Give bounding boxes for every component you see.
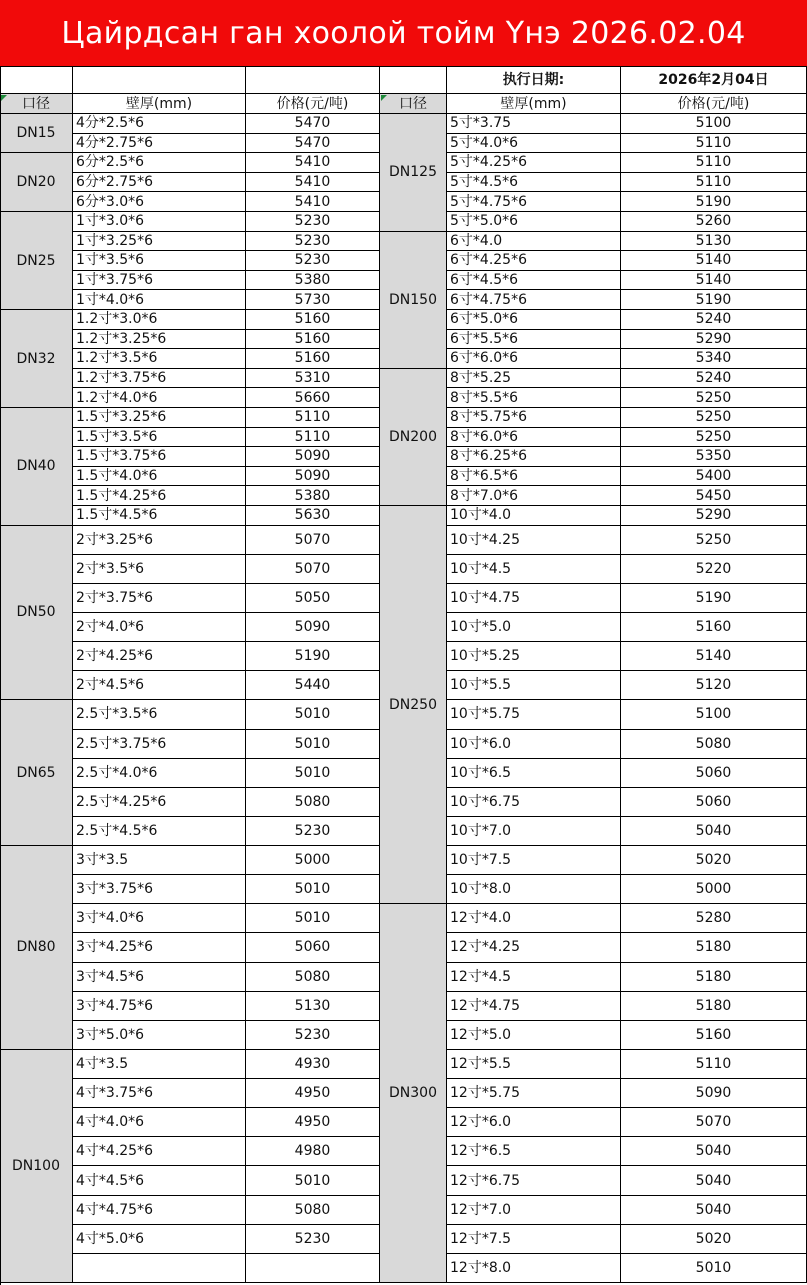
price-cell: 5160 — [246, 310, 380, 330]
price-cell: 5060 — [621, 759, 807, 788]
size-cell: 8寸*6.0*6 — [447, 428, 621, 448]
size-cell: 1.2寸*3.25*6 — [73, 330, 246, 350]
price-cell: 5250 — [621, 388, 807, 408]
size-cell: 1寸*3.5*6 — [73, 251, 246, 271]
price-cell: 5090 — [621, 1079, 807, 1108]
price-cell: 5110 — [621, 173, 807, 193]
price-cell: 5080 — [246, 788, 380, 817]
price-cell: 5110 — [621, 134, 807, 154]
size-cell: 2.5寸*3.75*6 — [73, 730, 246, 759]
size-cell: 6寸*4.25*6 — [447, 251, 621, 271]
size-cell: 8寸*6.25*6 — [447, 447, 621, 467]
size-cell: 10寸*4.25 — [447, 526, 621, 555]
price-cell: 5290 — [621, 330, 807, 350]
price-cell: 5130 — [621, 232, 807, 252]
price-cell: 5180 — [621, 992, 807, 1021]
price-cell: 5110 — [246, 408, 380, 428]
price-cell: 5220 — [621, 555, 807, 584]
price-cell: 5110 — [246, 428, 380, 448]
dn-label: DN20 — [0, 153, 73, 212]
size-cell: 10寸*4.75 — [447, 584, 621, 613]
blank-cell — [0, 66, 73, 94]
price-cell: 5040 — [621, 1166, 807, 1195]
dn-label: DN32 — [0, 310, 73, 408]
size-cell: 12寸*5.0 — [447, 1021, 621, 1050]
size-cell: 1.2寸*3.0*6 — [73, 310, 246, 330]
size-cell: 6分*3.0*6 — [73, 192, 246, 212]
size-cell: 10寸*5.25 — [447, 642, 621, 671]
price-cell: 5660 — [246, 388, 380, 408]
size-cell: 1寸*3.0*6 — [73, 212, 246, 232]
size-cell: 10寸*5.0 — [447, 613, 621, 642]
size-cell: 4寸*4.5*6 — [73, 1166, 246, 1195]
price-cell: 5410 — [246, 173, 380, 193]
size-cell: 4寸*4.25*6 — [73, 1137, 246, 1166]
price-cell: 4930 — [246, 1050, 380, 1079]
price-cell: 5160 — [246, 349, 380, 369]
size-cell: 3寸*5.0*6 — [73, 1021, 246, 1050]
price-cell: 5290 — [621, 506, 807, 526]
size-cell: 1.5寸*4.5*6 — [73, 506, 246, 526]
price-cell: 5180 — [621, 933, 807, 962]
size-cell: 3寸*3.75*6 — [73, 875, 246, 904]
price-cell: 5240 — [621, 369, 807, 389]
size-cell: 12寸*7.0 — [447, 1196, 621, 1225]
size-cell: 10寸*6.75 — [447, 788, 621, 817]
price-cell: 5340 — [621, 349, 807, 369]
price-cell: 5070 — [621, 1108, 807, 1137]
price-cell: 5080 — [246, 963, 380, 992]
size-cell: 2寸*4.25*6 — [73, 642, 246, 671]
price-cell: 5160 — [621, 1021, 807, 1050]
size-cell: 12寸*4.75 — [447, 992, 621, 1021]
size-cell: 6分*2.5*6 — [73, 153, 246, 173]
size-cell: 3寸*4.25*6 — [73, 933, 246, 962]
size-cell: 10寸*4.0 — [447, 506, 621, 526]
size-cell: 2.5寸*4.25*6 — [73, 788, 246, 817]
size-cell: 12寸*6.75 — [447, 1166, 621, 1195]
price-cell: 5250 — [621, 526, 807, 555]
execution-date-label: 执行日期: — [447, 66, 621, 94]
price-cell: 5230 — [246, 1225, 380, 1254]
size-cell: 12寸*6.5 — [447, 1137, 621, 1166]
size-cell: 8寸*5.5*6 — [447, 388, 621, 408]
size-cell: 12寸*4.5 — [447, 963, 621, 992]
price-cell: 5190 — [621, 192, 807, 212]
size-cell: 10寸*6.5 — [447, 759, 621, 788]
price-cell: 5230 — [246, 817, 380, 846]
price-cell: 5380 — [246, 486, 380, 506]
price-cell: 5060 — [621, 788, 807, 817]
price-cell: 5180 — [621, 963, 807, 992]
price-cell: 5450 — [621, 486, 807, 506]
size-cell: 6寸*4.5*6 — [447, 271, 621, 291]
size-cell: 1.2寸*4.0*6 — [73, 388, 246, 408]
size-cell: 12寸*8.0 — [447, 1254, 621, 1283]
size-cell: 12寸*5.5 — [447, 1050, 621, 1079]
price-cell: 5070 — [246, 526, 380, 555]
size-cell: 4寸*3.5 — [73, 1050, 246, 1079]
price-cell: 5020 — [621, 1225, 807, 1254]
dn-label: DN250 — [380, 506, 447, 904]
size-cell: 1.5寸*4.25*6 — [73, 486, 246, 506]
size-cell: 6寸*4.0 — [447, 232, 621, 252]
price-cell: 5190 — [621, 290, 807, 310]
price-cell: 5350 — [621, 447, 807, 467]
size-cell: 1.2寸*3.75*6 — [73, 369, 246, 389]
price-cell: 5190 — [246, 642, 380, 671]
size-cell: 4寸*3.75*6 — [73, 1079, 246, 1108]
size-cell: 4寸*4.0*6 — [73, 1108, 246, 1137]
size-cell — [73, 1254, 246, 1283]
dn-label: DN125 — [380, 114, 447, 232]
price-cell: 5040 — [621, 1137, 807, 1166]
price-cell: 5160 — [246, 330, 380, 350]
size-cell: 12寸*7.5 — [447, 1225, 621, 1254]
size-cell: 3寸*4.5*6 — [73, 963, 246, 992]
size-cell: 2.5寸*4.0*6 — [73, 759, 246, 788]
dn-label: DN300 — [380, 904, 447, 1283]
execution-date-value: 2026年2月04日 — [621, 66, 807, 94]
price-cell: 5230 — [246, 232, 380, 252]
size-cell: 4寸*4.75*6 — [73, 1196, 246, 1225]
size-cell: 4分*2.75*6 — [73, 134, 246, 154]
price-cell: 5020 — [621, 846, 807, 875]
dn-label: DN150 — [380, 232, 447, 369]
size-cell: 10寸*4.5 — [447, 555, 621, 584]
size-cell: 6寸*6.0*6 — [447, 349, 621, 369]
blank-cell — [246, 66, 380, 94]
size-cell: 8寸*5.25 — [447, 369, 621, 389]
size-cell: 8寸*5.75*6 — [447, 408, 621, 428]
price-cell: 5310 — [246, 369, 380, 389]
size-cell: 10寸*5.5 — [447, 671, 621, 700]
cell-marker-icon — [381, 95, 387, 101]
price-cell: 5230 — [246, 212, 380, 232]
size-cell: 10寸*7.5 — [447, 846, 621, 875]
price-cell: 5080 — [621, 730, 807, 759]
size-cell: 1.5寸*4.0*6 — [73, 467, 246, 487]
price-cell: 5080 — [246, 1196, 380, 1225]
price-cell: 5470 — [246, 114, 380, 134]
dn-label: DN15 — [0, 114, 73, 153]
size-cell: 3寸*4.75*6 — [73, 992, 246, 1021]
dn-label: DN40 — [0, 408, 73, 526]
cell-marker-icon — [1, 95, 7, 101]
size-cell: 2.5寸*4.5*6 — [73, 817, 246, 846]
size-cell: 3寸*4.0*6 — [73, 904, 246, 933]
size-cell: 4寸*5.0*6 — [73, 1225, 246, 1254]
header-dn: 口径 — [0, 94, 73, 114]
price-cell: 5240 — [621, 310, 807, 330]
size-cell: 2.5寸*3.5*6 — [73, 700, 246, 729]
price-cell: 4950 — [246, 1079, 380, 1108]
header-size: 壁厚(mm) — [447, 94, 621, 114]
size-cell: 5寸*4.5*6 — [447, 173, 621, 193]
size-cell: 2寸*3.75*6 — [73, 584, 246, 613]
size-cell: 12寸*5.75 — [447, 1079, 621, 1108]
price-cell: 5630 — [246, 506, 380, 526]
size-cell: 1.2寸*3.5*6 — [73, 349, 246, 369]
price-cell: 5120 — [621, 671, 807, 700]
price-cell: 5010 — [246, 759, 380, 788]
size-cell: 1.5寸*3.5*6 — [73, 428, 246, 448]
size-cell: 10寸*6.0 — [447, 730, 621, 759]
price-cell: 5260 — [621, 212, 807, 232]
dn-label: DN65 — [0, 700, 73, 846]
price-cell: 5410 — [246, 153, 380, 173]
size-cell: 1.5寸*3.25*6 — [73, 408, 246, 428]
price-cell: 5140 — [621, 271, 807, 291]
price-cell: 5040 — [621, 1196, 807, 1225]
price-cell: 5010 — [246, 875, 380, 904]
price-cell: 5130 — [246, 992, 380, 1021]
header-price: 价格(元/吨) — [621, 94, 807, 114]
price-cell: 5090 — [246, 467, 380, 487]
dn-label: DN200 — [380, 369, 447, 506]
price-cell: 5090 — [246, 447, 380, 467]
size-cell: 12寸*4.25 — [447, 933, 621, 962]
price-cell: 5040 — [621, 817, 807, 846]
price-cell: 5470 — [246, 134, 380, 154]
size-cell: 5寸*4.25*6 — [447, 153, 621, 173]
price-cell: 5140 — [621, 642, 807, 671]
size-cell: 1寸*4.0*6 — [73, 290, 246, 310]
size-cell: 5寸*4.75*6 — [447, 192, 621, 212]
price-cell: 5010 — [246, 730, 380, 759]
size-cell: 8寸*7.0*6 — [447, 486, 621, 506]
size-cell: 12寸*6.0 — [447, 1108, 621, 1137]
dn-label: DN80 — [0, 846, 73, 1050]
header-dn: 口径 — [380, 94, 447, 114]
size-cell: 5寸*4.0*6 — [447, 134, 621, 154]
price-cell: 5730 — [246, 290, 380, 310]
price-cell: 5250 — [621, 428, 807, 448]
price-cell: 5230 — [246, 1021, 380, 1050]
price-cell: 5280 — [621, 904, 807, 933]
price-cell: 4950 — [246, 1108, 380, 1137]
size-cell: 5寸*5.0*6 — [447, 212, 621, 232]
price-cell: 5000 — [246, 846, 380, 875]
size-cell: 10寸*5.75 — [447, 700, 621, 729]
price-cell: 5410 — [246, 192, 380, 212]
dn-label: DN25 — [0, 212, 73, 310]
price-cell: 5000 — [621, 875, 807, 904]
blank-cell — [73, 66, 246, 94]
price-cell — [246, 1254, 380, 1283]
price-cell: 5190 — [621, 584, 807, 613]
dn-label: DN50 — [0, 526, 73, 701]
price-cell: 5380 — [246, 271, 380, 291]
price-cell: 5100 — [621, 700, 807, 729]
price-cell: 5050 — [246, 584, 380, 613]
size-cell: 1寸*3.25*6 — [73, 232, 246, 252]
size-cell: 2寸*3.5*6 — [73, 555, 246, 584]
price-cell: 5060 — [246, 933, 380, 962]
price-cell: 5010 — [246, 1166, 380, 1195]
header-price: 价格(元/吨) — [246, 94, 380, 114]
dn-label: DN100 — [0, 1050, 73, 1283]
price-cell: 5110 — [621, 153, 807, 173]
size-cell: 6寸*5.5*6 — [447, 330, 621, 350]
price-cell: 5070 — [246, 555, 380, 584]
size-cell: 5寸*3.75 — [447, 114, 621, 134]
price-cell: 5010 — [246, 904, 380, 933]
price-cell: 5090 — [246, 613, 380, 642]
price-cell: 5250 — [621, 408, 807, 428]
size-cell: 6寸*5.0*6 — [447, 310, 621, 330]
price-cell: 5100 — [621, 114, 807, 134]
size-cell: 6寸*4.75*6 — [447, 290, 621, 310]
price-cell: 5110 — [621, 1050, 807, 1079]
size-cell: 2寸*3.25*6 — [73, 526, 246, 555]
size-cell: 10寸*7.0 — [447, 817, 621, 846]
size-cell: 8寸*6.5*6 — [447, 467, 621, 487]
size-cell: 4分*2.5*6 — [73, 114, 246, 134]
size-cell: 10寸*8.0 — [447, 875, 621, 904]
size-cell: 2寸*4.0*6 — [73, 613, 246, 642]
price-cell: 5140 — [621, 251, 807, 271]
page-title: Цайрдсан ган хоолой тойм Үнэ 2026.02.04 — [0, 0, 807, 66]
price-cell: 5400 — [621, 467, 807, 487]
price-cell: 5010 — [621, 1254, 807, 1283]
price-cell: 4980 — [246, 1137, 380, 1166]
size-cell: 3寸*3.5 — [73, 846, 246, 875]
price-cell: 5010 — [246, 700, 380, 729]
blank-cell — [380, 66, 447, 94]
price-cell: 5160 — [621, 613, 807, 642]
size-cell: 1寸*3.75*6 — [73, 271, 246, 291]
size-cell: 1.5寸*3.75*6 — [73, 447, 246, 467]
size-cell: 6分*2.75*6 — [73, 173, 246, 193]
header-size: 壁厚(mm) — [73, 94, 246, 114]
price-cell: 5440 — [246, 671, 380, 700]
price-cell: 5230 — [246, 251, 380, 271]
size-cell: 12寸*4.0 — [447, 904, 621, 933]
size-cell: 2寸*4.5*6 — [73, 671, 246, 700]
